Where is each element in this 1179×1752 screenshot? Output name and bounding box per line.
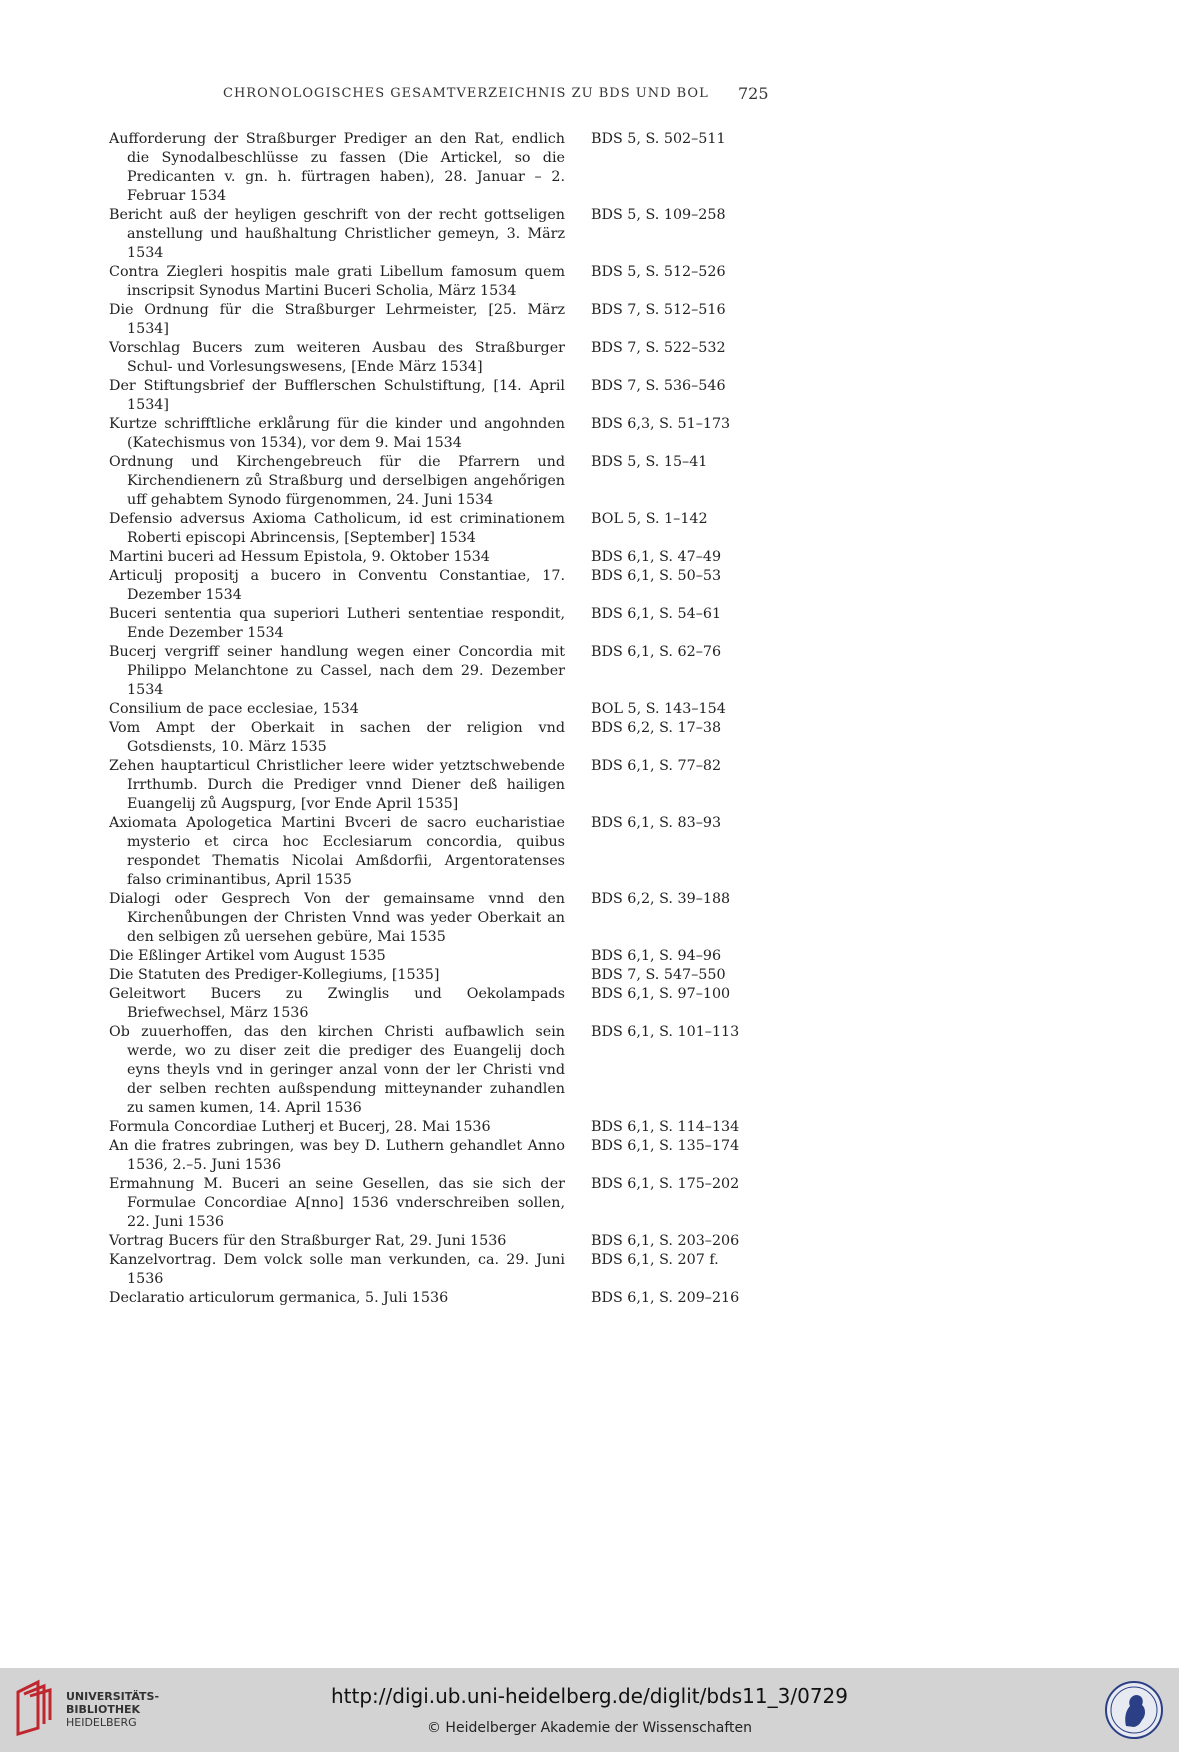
- entry-row: [109, 567, 749, 605]
- entry-row: [109, 700, 749, 719]
- entry-row: [109, 719, 749, 757]
- entry-reference: BDS 6,1, S. 50–53: [591, 568, 722, 584]
- entry-row: [109, 130, 749, 206]
- entry-title: Articulj propositj a bucero in Conventu Constantiae, 17. Dezember 1534: [109, 568, 565, 603]
- entry-title: Buceri sententia qua superiori Lutheri sententiae respondit, Ende Dezember 1534: [109, 606, 565, 641]
- entry-reference: BDS 6,1, S. 209–216: [591, 1290, 740, 1306]
- entry-title: Der Stiftungsbrief der Bufflerschen Schulstiftung, [14. April 1534]: [109, 378, 565, 413]
- entry-reference: BDS 6,1, S. 203–206: [591, 1233, 740, 1249]
- entry-reference: BDS 6,1, S. 94–96: [591, 948, 722, 964]
- entry-reference: BDS 6,1, S. 77–82: [591, 758, 722, 774]
- entry-reference: BDS 6,1, S. 62–76: [591, 644, 722, 660]
- entry-reference: BDS 5, S. 512–526: [591, 264, 726, 280]
- copyright-notice: © Heidelberger Akademie der Wissenschaften: [426, 1720, 752, 1736]
- entry-row: [109, 1251, 749, 1289]
- entry-title: Aufforderung der Straßburger Prediger an den Rat, endlich die Synodalbeschlüsse zu fassen (Die Artickel, so die Predicanten v. gn. h. fürtragen haben), 28. Januar – 2. Februar 1534: [109, 131, 565, 204]
- entry-title: Die Ordnung für die Straßburger Lehrmeister, [25. März 1534]: [109, 302, 565, 337]
- entry-title: Defensio adversus Axioma Catholicum, id est criminationem Roberti episcopi Abrincensis, [September] 1534: [109, 511, 565, 546]
- entry-reference: BDS 7, S. 547–550: [591, 967, 726, 983]
- entry-title: Vom Ampt der Oberkait in sachen der religion vnd Gotsdiensts, 10. März 1535: [109, 720, 565, 755]
- entry-reference: BDS 6,2, S. 17–38: [591, 720, 722, 736]
- entry-title: Ermahnung M. Buceri an seine Gesellen, das sie sich der Formulae Concordiae A[nno] 1536 vnderschreiben sollen, 22. Juni 1536: [109, 1176, 565, 1230]
- entry-title: Vorschlag Bucers zum weiteren Ausbau des Straßburger Schul- und Vorlesungswesens, [Ende März 1534]: [109, 340, 565, 375]
- entry-title: Martini buceri ad Hessum Epistola, 9. Oktober 1534: [109, 549, 490, 565]
- entry-reference: BDS 5, S. 109–258: [591, 207, 726, 223]
- entry-title: Dialogi oder Gesprech Von der gemainsame vnnd den Kirchenůbungen der Christen Vnnd was yeder Oberkait an den selbigen zů uersehen gebüre, Mai 1535: [109, 891, 565, 945]
- running-title: CHRONOLOGISCHES GESAMTVERZEICHNIS ZU BDS UND BOL: [223, 86, 709, 101]
- entry-row: [109, 548, 749, 567]
- library-name-line: HEIDELBERG: [66, 1716, 137, 1729]
- entry-title: Declaratio articulorum germanica, 5. Juli 1536: [109, 1290, 449, 1306]
- entry-reference: BDS 5, S. 502–511: [591, 131, 726, 147]
- entry-reference: BOL 5, S. 1–142: [591, 511, 708, 527]
- entry-title: Zehen hauptarticul Christlicher leere wider yetztschwebende Irrthumb. Durch die Prediger vnnd Diener deß hailigen Euangelij zů Augspurg, [vor Ende April 1535]: [109, 758, 565, 812]
- entry-reference: BDS 6,1, S. 114–134: [591, 1119, 740, 1135]
- entry-reference: BDS 7, S. 522–532: [591, 340, 726, 356]
- entry-reference: BDS 6,1, S. 54–61: [591, 606, 722, 622]
- entry-row: [109, 1118, 749, 1137]
- entry-title: Formula Concordiae Lutherj et Bucerj, 28. Mai 1536: [109, 1119, 491, 1135]
- entry-row: [109, 415, 749, 453]
- entry-row: [109, 1023, 749, 1118]
- entry-title: Axiomata Apologetica Martini Bvceri de sacro eucharistiae mysterio et circa hoc Ecclesiarum concordia, quibus respondet Thematis Nicolai Amßdorfii, Argentoratenses falso criminantibus, April 1535: [109, 815, 565, 888]
- entry-title: Kanzelvortrag. Dem volck solle man verkunden, ca. 29. Juni 1536: [109, 1252, 565, 1287]
- entry-row: [109, 339, 749, 377]
- entry-row: [109, 985, 749, 1023]
- entry-title: Contra Ziegleri hospitis male grati Libellum famosum quem inscripsit Synodus Martini Buceri Scholia, März 1534: [109, 264, 565, 299]
- library-name-line: UNIVERSITÄTS-: [66, 1690, 160, 1703]
- entry-row: [109, 1137, 749, 1175]
- entry-row: [109, 1175, 749, 1232]
- entry-row: [109, 757, 749, 814]
- entry-row: [109, 605, 749, 643]
- entry-title: An die fratres zubringen, was bey D. Luthern gehandlet Anno 1536, 2.–5. Juni 1536: [109, 1138, 565, 1173]
- entry-row: [109, 947, 749, 966]
- entry-row: [109, 377, 749, 415]
- entry-reference: BDS 6,1, S. 175–202: [591, 1176, 740, 1192]
- entry-row: [109, 453, 749, 510]
- entry-reference: BDS 7, S. 536–546: [591, 378, 726, 394]
- entry-reference: BDS 6,1, S. 135–174: [591, 1138, 740, 1154]
- entry-title: Die Eßlinger Artikel vom August 1535: [109, 948, 386, 964]
- entry-title: Consilium de pace ecclesiae, 1534: [109, 701, 359, 717]
- entry-row: [109, 890, 749, 947]
- entry-reference: BDS 6,1, S. 97–100: [591, 986, 731, 1002]
- entry-title: Die Statuten des Prediger-Kollegiums, [1535]: [109, 967, 440, 983]
- document-url-link[interactable]: http://digi.ub.uni-heidelberg.de/diglit/bds11_3/0729: [330, 1684, 848, 1708]
- academy-seal-icon: [1104, 1680, 1164, 1740]
- entry-list: [109, 130, 749, 1308]
- entry-reference: BDS 5, S. 15–41: [591, 454, 708, 470]
- entry-reference: BDS 6,1, S. 83–93: [591, 815, 722, 831]
- entry-row: [109, 814, 749, 890]
- page-number: 725: [738, 84, 769, 103]
- entry-row: [109, 301, 749, 339]
- entry-row: [109, 263, 749, 301]
- entry-title: Vortrag Bucers für den Straßburger Rat, 29. Juni 1536: [109, 1233, 507, 1249]
- library-name-line: BIBLIOTHEK: [66, 1703, 141, 1716]
- entry-title: Bucerj vergriff seiner handlung wegen einer Concordia mit Philippo Melanchtone zu Cassel, nach dem 29. Dezember 1534: [109, 644, 565, 698]
- entry-row: [109, 1289, 749, 1308]
- entry-row: [109, 206, 749, 263]
- entry-row: [109, 510, 749, 548]
- entry-row: [109, 966, 749, 985]
- entry-title: Bericht auß der heyligen geschrift von der recht gottseligen anstellung und haußhaltung Christlicher gemeyn, 3. März 1534: [109, 207, 565, 261]
- page-header: [0, 86, 1179, 106]
- entry-row: [109, 1232, 749, 1251]
- entry-title: Ob zuuerhoffen, das den kirchen Christi aufbawlich sein werde, wo zu diser zeit die prediger des Euangelij doch eyns theyls vnd in geringer anzal vonn der ler Christi vnd der selben rechten außspendung mitteynander zuhandlen zu samen kumen, 14. April 1536: [109, 1024, 565, 1116]
- entry-reference: BDS 6,1, S. 101–113: [591, 1024, 740, 1040]
- footer-bar: [0, 1668, 1179, 1752]
- entry-row: [109, 643, 749, 700]
- entry-reference: BDS 6,3, S. 51–173: [591, 416, 731, 432]
- entry-reference: BDS 6,2, S. 39–188: [591, 891, 731, 907]
- entry-reference: BDS 6,1, S. 47–49: [591, 549, 722, 565]
- entry-reference: BDS 7, S. 512–516: [591, 302, 726, 318]
- entry-title: Geleitwort Bucers zu Zwinglis und Oekolampads Briefwechsel, März 1536: [109, 986, 565, 1021]
- entry-title: Kurtze schrifftliche erklårung für die kinder und angohnden (Katechismus von 1534), vor dem 9. Mai 1534: [109, 416, 565, 451]
- entry-reference: BOL 5, S. 143–154: [591, 701, 726, 717]
- entry-reference: BDS 6,1, S. 207 f.: [591, 1252, 719, 1268]
- entry-title: Ordnung und Kirchengebreuch für die Pfarrern und Kirchendienern zů Straßburg und derselbigen angehőrigen uff gehabtem Synodo fürgenommen, 24. Juni 1534: [109, 454, 565, 508]
